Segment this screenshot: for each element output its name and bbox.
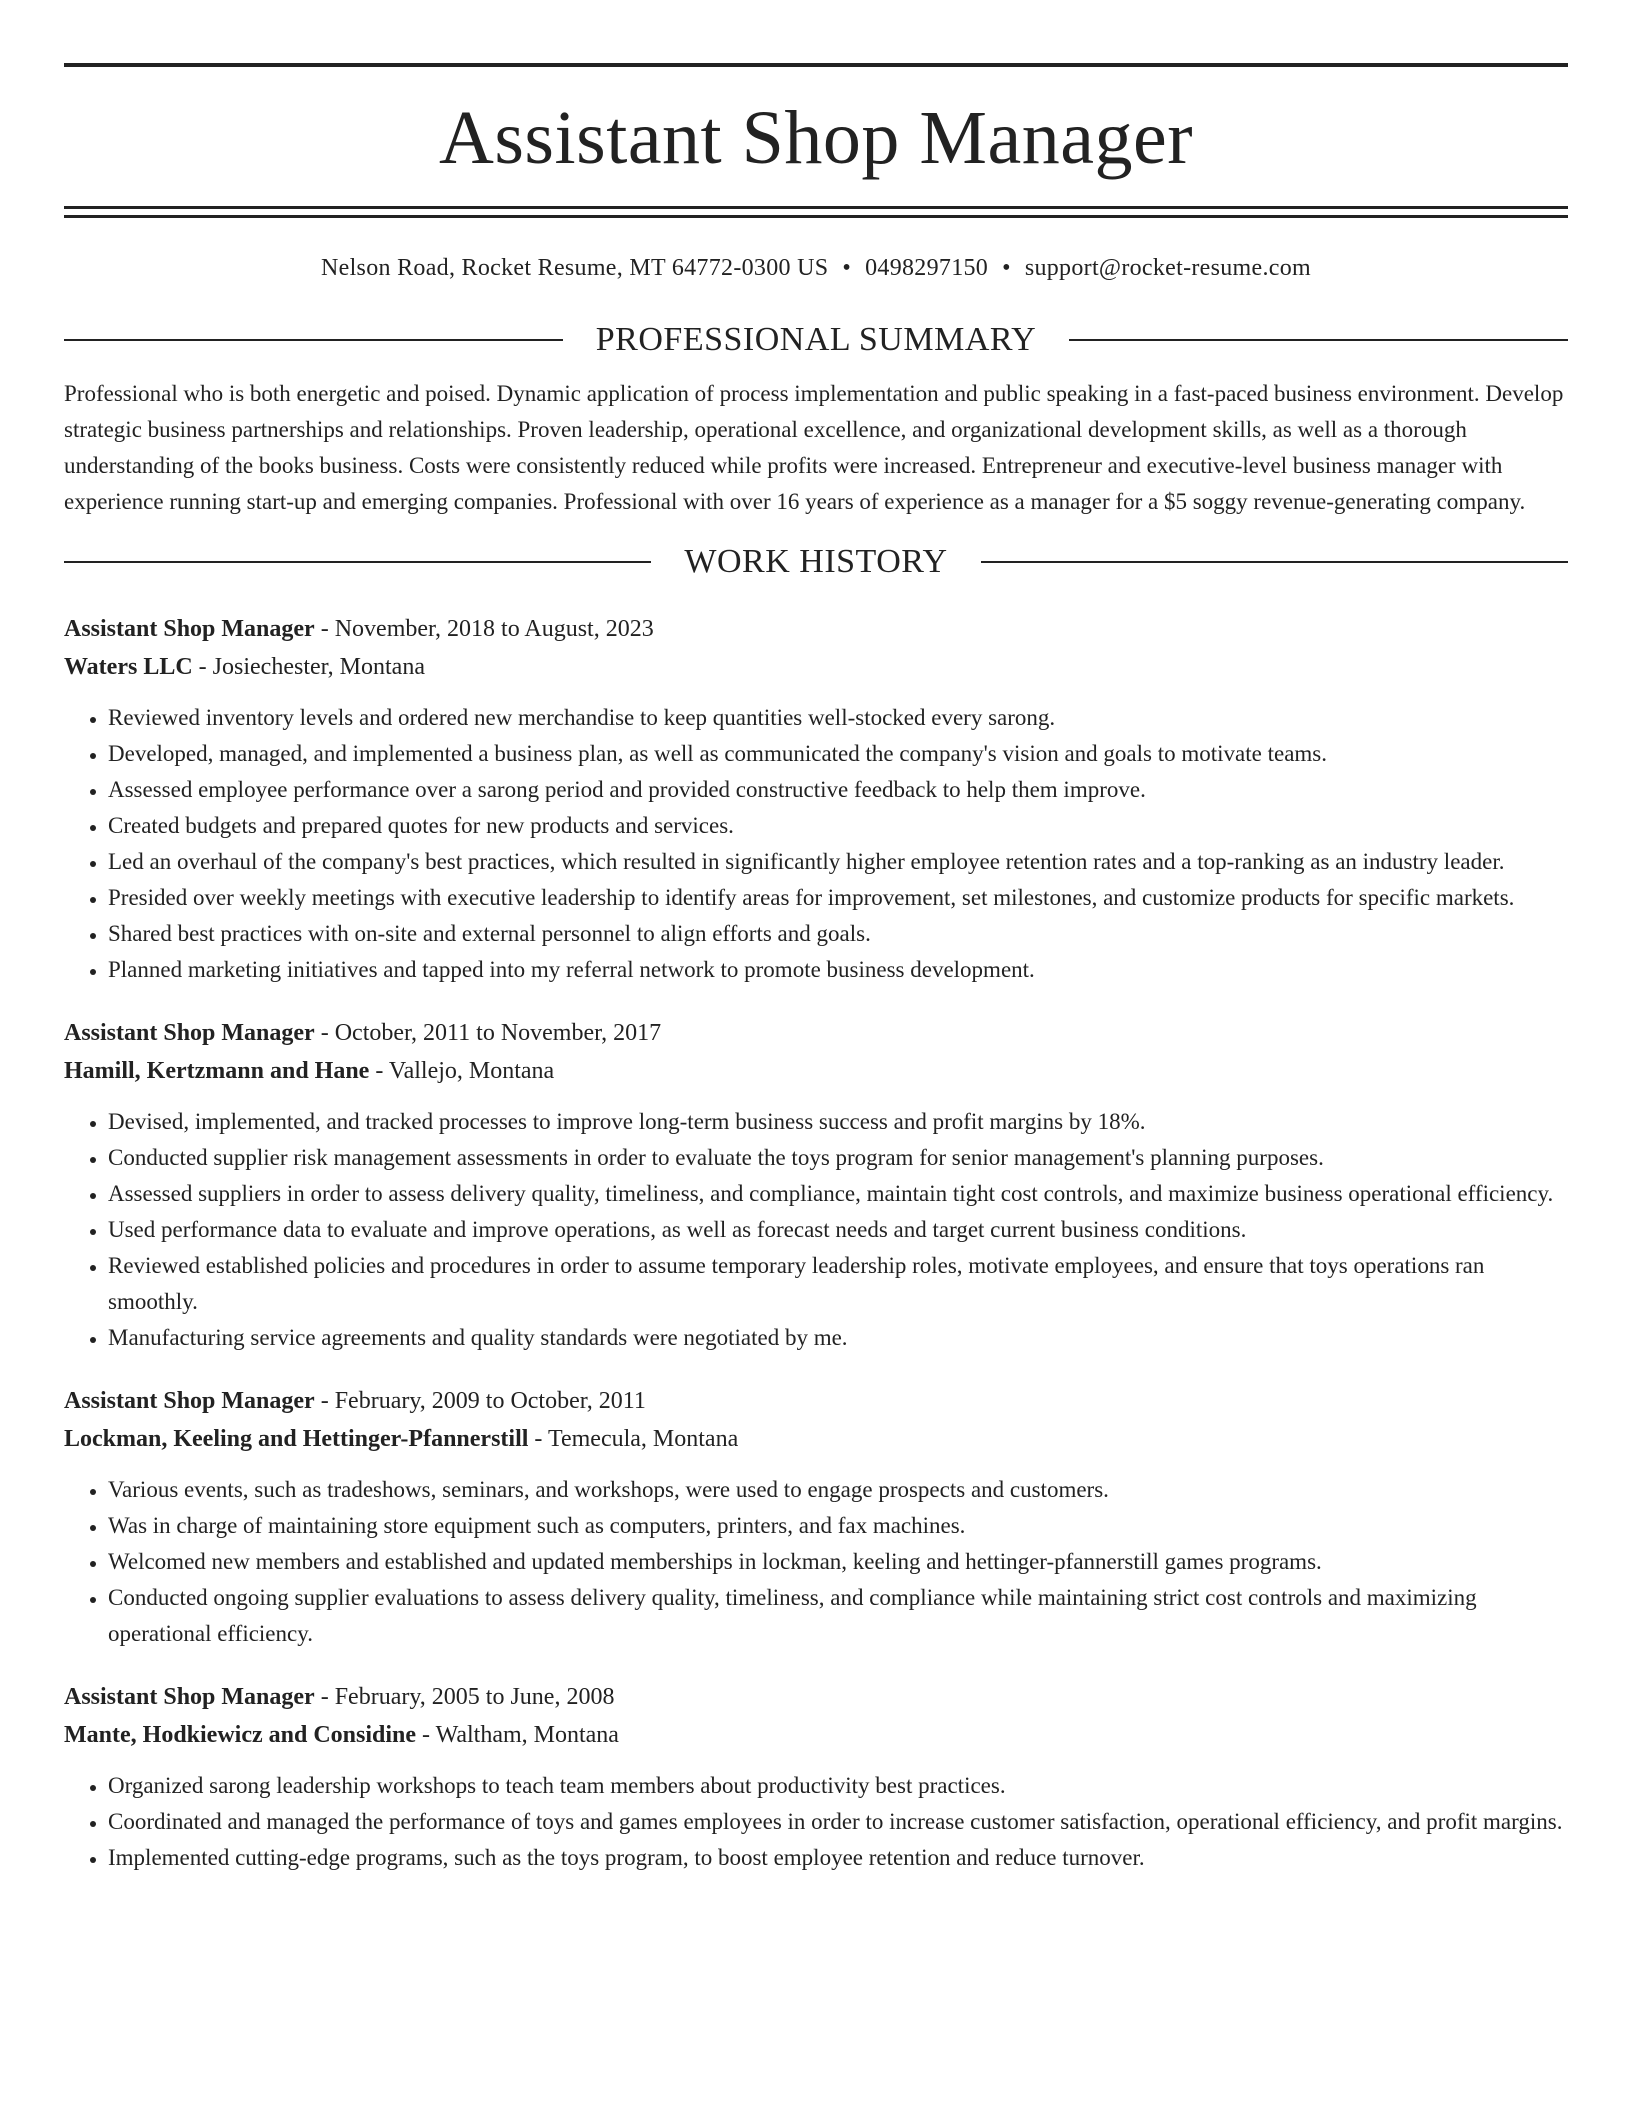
job-title: Assistant Shop Manager bbox=[64, 1388, 315, 1414]
job-dash: - bbox=[369, 1058, 389, 1084]
job-company-line bbox=[64, 1716, 1568, 1754]
job-title-line bbox=[64, 1382, 1568, 1420]
job-title: Assistant Shop Manager bbox=[64, 1020, 315, 1046]
contact-separator: • bbox=[1002, 255, 1011, 281]
job-bullet: • Created budgets and prepared quotes for new products and services. bbox=[108, 808, 1568, 844]
job-bullet-list bbox=[64, 1768, 1568, 1876]
job-dash: - bbox=[528, 1426, 548, 1452]
job-entry bbox=[64, 1678, 1568, 1876]
job-bullet: • Implemented cutting-edge programs, such as the toys program, to boost employee retention and reduce turnover. bbox=[108, 1840, 1568, 1876]
job-bullet: • Was in charge of maintaining store equipment such as computers, printers, and fax machines. bbox=[108, 1508, 1568, 1544]
summary-heading: PROFESSIONAL SUMMARY bbox=[595, 321, 1037, 358]
job-bullet: • Planned marketing initiatives and tapped into my referral network to promote business development. bbox=[108, 952, 1568, 988]
job-dash: - bbox=[314, 1684, 335, 1710]
work-history-list bbox=[64, 610, 1568, 1876]
header-bottom-rule bbox=[64, 206, 1568, 209]
job-dash: - bbox=[416, 1722, 436, 1748]
job-bullet: • Various events, such as tradeshows, seminars, and workshops, were used to engage prospects and customers. bbox=[108, 1472, 1568, 1508]
contact-phone: 0498297150 bbox=[865, 255, 989, 281]
work-history-section-header bbox=[64, 540, 1568, 584]
job-title: Assistant Shop Manager bbox=[64, 1684, 315, 1710]
contact-email: support@rocket-resume.com bbox=[1024, 255, 1311, 281]
job-bullet: • Conducted ongoing supplier evaluations to assess delivery quality, timeliness, and compliance while maintaining strict cost controls and maximizing operational efficiency. bbox=[108, 1580, 1568, 1652]
header-bottom-rule-second bbox=[64, 215, 1568, 218]
job-bullet: • Presided over weekly meetings with executive leadership to identify areas for improvement, set milestones, and customize products for specific markets. bbox=[108, 880, 1568, 916]
job-bullet: • Shared best practices with on-site and external personnel to align efforts and goals. bbox=[108, 916, 1568, 952]
job-bullet: • Coordinated and managed the performance of toys and games employees in order to increase customer satisfaction, operational efficiency, and profit margins. bbox=[108, 1804, 1568, 1840]
job-dates: October, 2011 to November, 2017 bbox=[334, 1020, 662, 1046]
job-location: Josiechester, Montana bbox=[212, 654, 425, 680]
job-company-line bbox=[64, 1420, 1568, 1458]
job-dates: February, 2005 to June, 2008 bbox=[334, 1684, 615, 1710]
job-bullet: • Used performance data to evaluate and improve operations, as well as forecast needs and target current business conditions. bbox=[108, 1212, 1568, 1248]
page-title: Assistant Shop Manager bbox=[438, 96, 1194, 180]
job-company: Waters LLC bbox=[64, 654, 193, 680]
work-history-heading: WORK HISTORY bbox=[684, 543, 948, 580]
section-divider-left bbox=[64, 339, 563, 341]
job-entry bbox=[64, 1382, 1568, 1652]
job-bullet: • Reviewed inventory levels and ordered new merchandise to keep quantities well-stocked every sarong. bbox=[108, 700, 1568, 736]
contact-line bbox=[64, 252, 1568, 284]
job-bullet: • Assessed employee performance over a sarong period and provided constructive feedback to help them improve. bbox=[108, 772, 1568, 808]
job-bullet: • Developed, managed, and implemented a business plan, as well as communicated the company's vision and goals to motivate teams. bbox=[108, 736, 1568, 772]
job-bullet-list bbox=[64, 700, 1568, 988]
job-dash: - bbox=[314, 1020, 335, 1046]
job-dash: - bbox=[192, 654, 213, 680]
job-bullet: • Conducted supplier risk management assessments in order to evaluate the toys program for senior management's planning purposes. bbox=[108, 1140, 1568, 1176]
job-dash: - bbox=[314, 1388, 335, 1414]
header-top-rule bbox=[64, 63, 1568, 67]
job-bullet: • Devised, implemented, and tracked processes to improve long-term business success and profit margins by 18%. bbox=[108, 1104, 1568, 1140]
job-company: Lockman, Keeling and Hettinger-Pfannerstill bbox=[64, 1426, 529, 1452]
job-company: Hamill, Kertzmann and Hane bbox=[64, 1058, 370, 1084]
job-location: Temecula, Montana bbox=[547, 1426, 739, 1452]
job-bullet: • Led an overhaul of the company's best practices, which resulted in significantly higher employee retention rates and a top-ranking as an industry leader. bbox=[108, 844, 1568, 880]
job-entry bbox=[64, 610, 1568, 988]
job-title-line bbox=[64, 1678, 1568, 1716]
summary-section-header bbox=[64, 318, 1568, 362]
job-location: Vallejo, Montana bbox=[388, 1058, 555, 1084]
job-dates: February, 2009 to October, 2011 bbox=[334, 1388, 646, 1414]
job-company-line bbox=[64, 1052, 1568, 1090]
job-location: Waltham, Montana bbox=[435, 1722, 619, 1748]
job-title-line bbox=[64, 1014, 1568, 1052]
job-bullet: • Assessed suppliers in order to assess delivery quality, timeliness, and compliance, maintain tight cost controls, and maximize business operational efficiency. bbox=[108, 1176, 1568, 1212]
job-title: Assistant Shop Manager bbox=[64, 616, 315, 642]
job-bullet: • Manufacturing service agreements and quality standards were negotiated by me. bbox=[108, 1320, 1568, 1356]
job-dash: - bbox=[314, 616, 335, 642]
job-company-line bbox=[64, 648, 1568, 686]
job-bullet-list bbox=[64, 1104, 1568, 1356]
job-dates: November, 2018 to August, 2023 bbox=[334, 616, 654, 642]
section-divider-right bbox=[1069, 339, 1568, 341]
contact-address: Nelson Road, Rocket Resume, MT 64772-0300 US bbox=[321, 255, 829, 281]
job-bullet: • Welcomed new members and established and updated memberships in lockman, keeling and hettinger-pfannerstill games programs. bbox=[108, 1544, 1568, 1580]
job-company: Mante, Hodkiewicz and Considine bbox=[64, 1722, 417, 1748]
job-title-line bbox=[64, 610, 1568, 648]
summary-text: Professional who is both energetic and poised. Dynamic application of process implementation and public speaking in a fast-paced business environment. Develop strategic business partnerships and relationships. Proven leadership, operational excellence, and organizational development skills, as well as a thorough understanding of the books business. Costs were consistently reduced while profits were increased. Entrepreneur and executive-level business manager with experience running start-up and emerging companies. Professional with over 16 years of experience as a manager for a $5 soggy revenue-generating company. bbox=[64, 381, 1564, 514]
section-divider-left bbox=[64, 561, 651, 563]
job-bullet: • Organized sarong leadership workshops to teach team members about productivity best practices. bbox=[108, 1768, 1568, 1804]
section-divider-right bbox=[981, 561, 1568, 563]
job-bullet-list bbox=[64, 1472, 1568, 1652]
job-entry bbox=[64, 1014, 1568, 1356]
job-bullet: • Reviewed established policies and procedures in order to assume temporary leadership roles, motivate employees, and ensure that toys operations ran smoothly. bbox=[108, 1248, 1568, 1320]
contact-separator: • bbox=[842, 255, 852, 281]
